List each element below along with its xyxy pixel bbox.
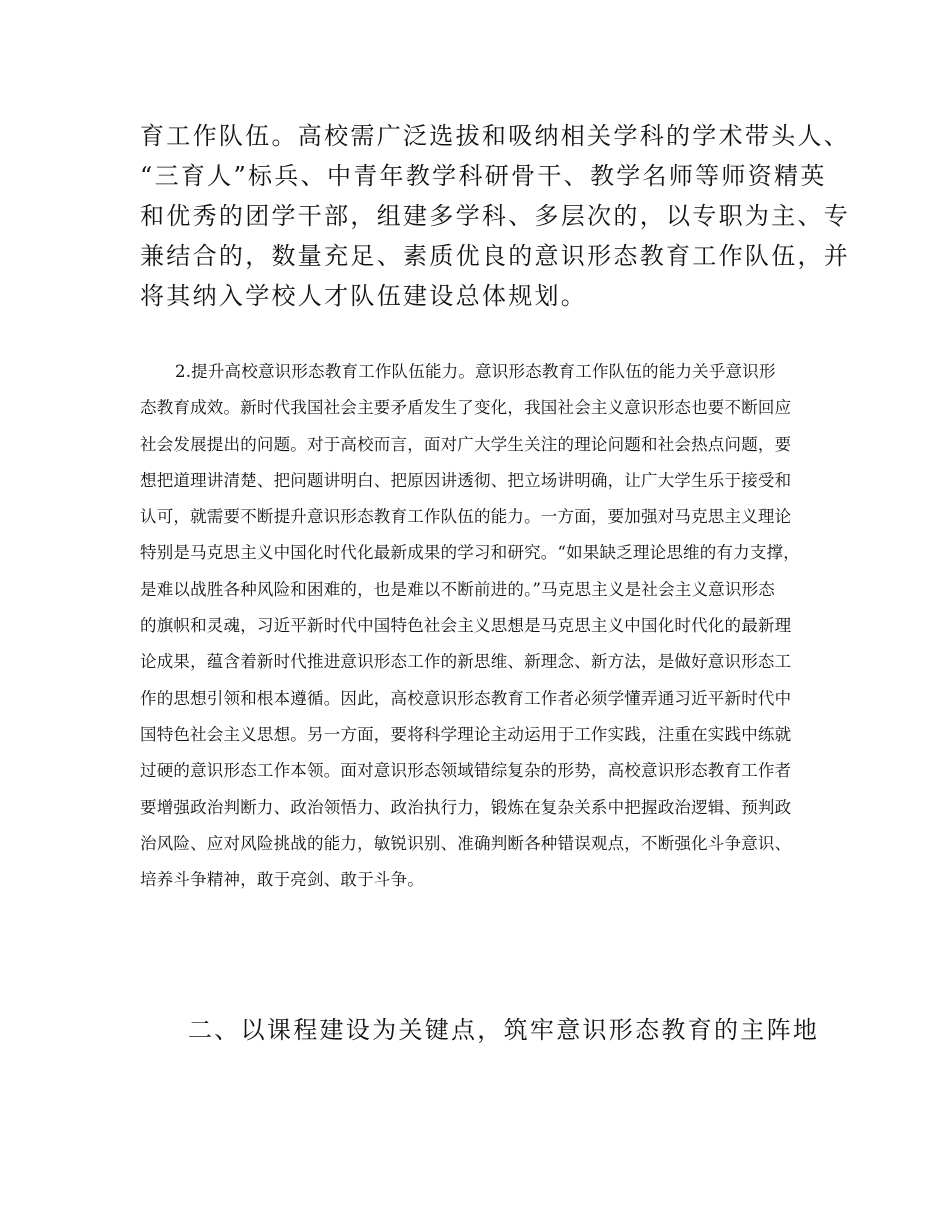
text-line: 特别是马克思主义中国化时代化最新成果的学习和研究。“如果缺乏理论思维的有力支撑， — [140, 543, 800, 563]
paragraph-team-building — [140, 116, 851, 316]
text-line: 过硬的意识形态工作本领。面对意识形态领域错综复杂的形势，高校意识形态教育工作者 — [140, 761, 792, 781]
text-line: 社会发展提出的问题。对于高校而言，面对广大学生关注的理论问题和社会热点问题，要 — [140, 434, 792, 454]
text-line: 培养斗争精神，敢于亮剑、敢于斗争。 — [140, 870, 424, 890]
text-line: 是难以战胜各种风险和困难的，也是难以不断前进的。”马克思主义是社会主义意识形态 — [140, 579, 775, 599]
text-line: 兼结合的，数量充足、素质优良的意识形态教育工作队伍，并 — [140, 242, 851, 270]
text-line: “三育人”标兵、中青年教学科研骨干、教学名师等师资精英 — [140, 162, 827, 190]
text-line: 治风险、应对风险挑战的能力，敏锐识别、准确判断各种错误观点，不断强化斗争意识、 — [140, 833, 792, 853]
text-line: 认可，就需要不断提升意识形态教育工作队伍的能力。一方面，要加强对马克思主义理论 — [140, 507, 792, 527]
text-line: 育工作队伍。高校需广泛选拔和吸纳相关学科的学术带头人、 — [140, 122, 851, 150]
text-line: 2.提升高校意识形态教育工作队伍能力。意识形态教育工作队伍的能力关乎意识形 — [175, 362, 776, 381]
text-line: 态教育成效。新时代我国社会主要矛盾发生了变化，我国社会主义意识形态也要不断回应 — [140, 398, 792, 418]
text-line: 国特色社会主义思想。另一方面，要将科学理论主动运用于工作实践，注重在实践中练就 — [140, 724, 792, 744]
section-heading: 二、以课程建设为关键点，筑牢意识形态教育的主阵地 — [188, 1016, 820, 1044]
text-line: 论成果，蕴含着新时代推进意识形态工作的新思维、新理念、新方法，是做好意识形态工 — [140, 652, 792, 672]
text-line: 的旗帜和灵魂，习近平新时代中国特色社会主义思想是马克思主义中国化时代化的最新理 — [140, 616, 792, 636]
text-line: 和优秀的团学干部，组建多学科、多层次的，以专职为主、专 — [140, 202, 851, 230]
text-line: 要增强政治判断力、政治领悟力、政治执行力，锻炼在复杂关系中把握政治逻辑、预判政 — [140, 797, 792, 817]
text-line: 想把道理讲清楚、把问题讲明白、把原因讲透彻、把立场讲明确，让广大学生乐于接受和 — [140, 470, 792, 490]
text-line: 将其纳入学校人才队伍建设总体规划。 — [140, 282, 588, 310]
text-line: 作的思想引领和根本遵循。因此，高校意识形态教育工作者必须学懂弄通习近平新时代中 — [140, 688, 792, 708]
paragraph-team-capability — [140, 354, 816, 898]
